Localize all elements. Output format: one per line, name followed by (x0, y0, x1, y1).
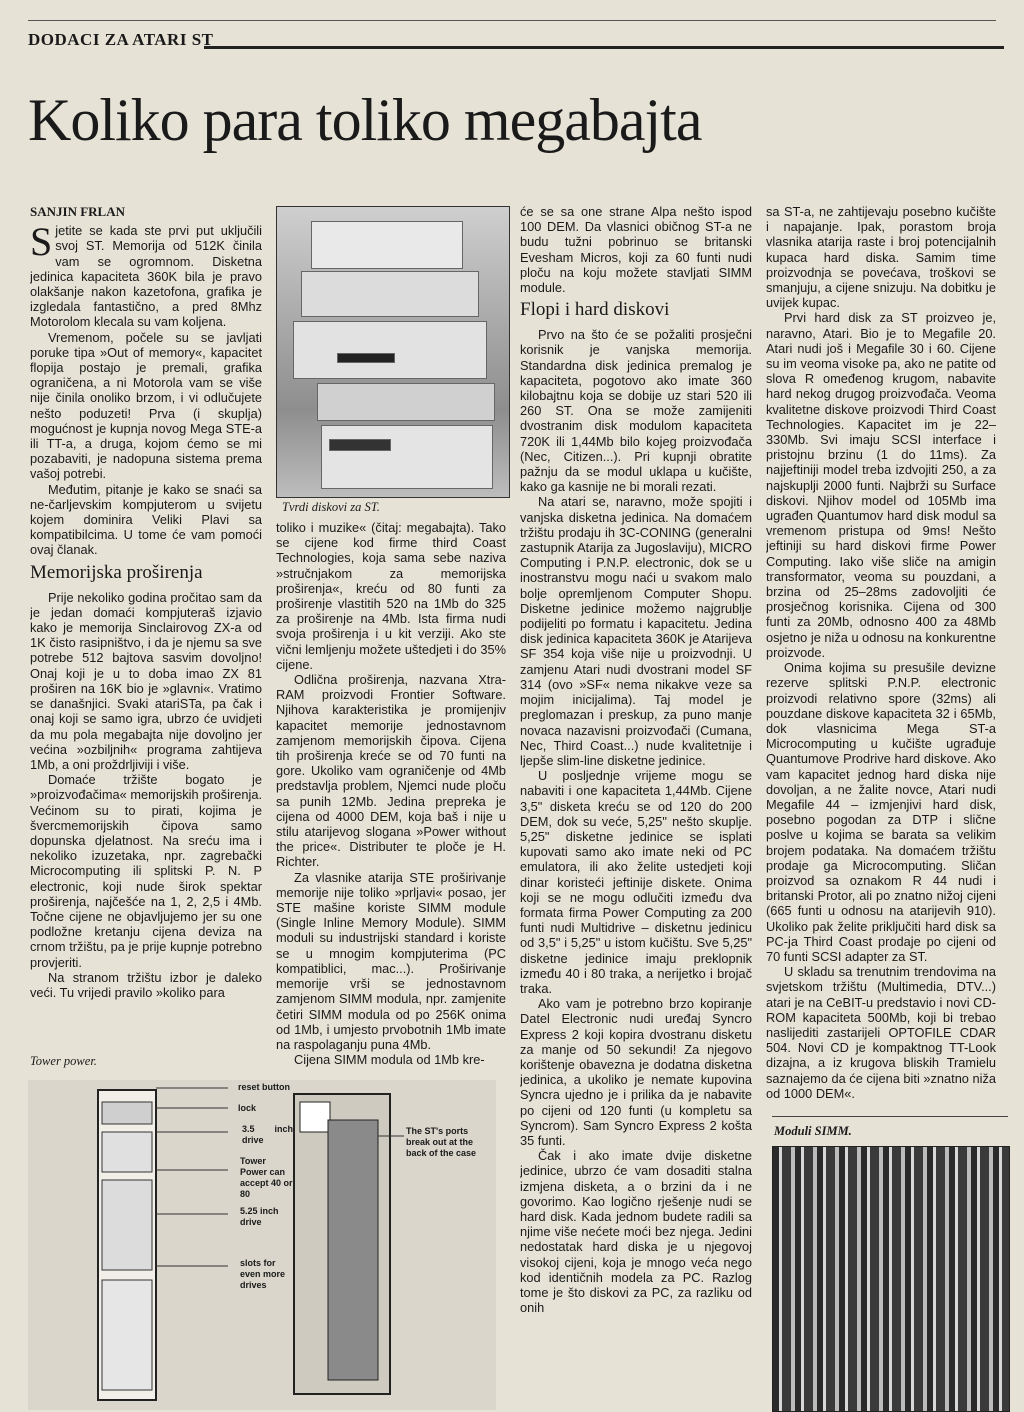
paragraph: U skladu sa trenutnim trendovima na svjetskom tržištu (Multimedia, DTV...) atari je na CeBIT-u predstavio i novi CD-ROM kapaciteta 500Mb, koji bi trebao naslijediti zastarijeli OPTOFILE CDAR 504. Novi CD je kompaktnog TT-Look dizajna, a iz krugova bliskih Tramielu saznajemo da će cijena biti »znatno niža od 1000 DEM«. (766, 964, 996, 1101)
hard-drives-photo (276, 206, 510, 498)
top-rule (28, 20, 996, 21)
article-title: Koliko para toliko megabajta (28, 87, 702, 153)
paragraph: Ako vam je potrebno brzo kopiranje Datel Electronic nudi uređaj Syncro Express 2 koji kopira dvostranu disketu za manje od 50 sekundi! Za njegovo korištenje obavezna je dodatna disketna jedinica, a ukoliko je nemate kupovina Syncra ujedno je i prilika da je nabavite po cijeni od 120 funti (u kompletu sa Syncrom). Sam Syncro Express 2 košta 35 funti. (520, 996, 752, 1148)
simm-caption: Moduli SIMM. (774, 1124, 852, 1138)
paragraph: Prvi hard disk za ST proizveo je, naravno, Atari. Bio je to Megafile 20. Atari nudi još i Megafile 30 i 60. Cijene su im veoma visoke pa, ako ne patite od slova R omeđenog krugom, nabavite hard nekog drugog proizvođača. Veoma kvalitetne diskove proizvodi Third Coast Technologies. Kapacitet im je 22–330Mb. Svi imaju SCSI interface i pristojnu brzinu (1 do 11ms). Za najjeftiniji model treba izdvojiti 250, a za najskuplji 2000 funti. Najbrži su Surface diskovi. Njihov model od 105Mb ima ugrađen Quantumov hard disk modul sa vremenom pristupa od 9ms! Nešto jeftiniji su hard diskovi firme Power Computing. Iako više sliče na amigin transformator, veoma su pouzdani, a brzina od 25–28ms zadovoljiti će prosječnog korisnika. Cijena od 300 funti za 20Mb, odnosno 400 za 48Mb osjetno je niža u odnosu na konkurentne proizvode. (766, 310, 996, 660)
section-rule (204, 46, 1004, 49)
label-drive35: 3.5 inch drive (242, 1124, 294, 1145)
paragraph: Onima kojima su presušile devizne rezerve splitski P.N.P. electronic proizvodi relativno spore (32ms) ali pouzdane diskove kapaciteta 32 i 65Mb, dok vlasnicima Mega ST-a Microcomputing u kučište ugrađuje Quantumove Prodrive hard diskove. Ako vam kapacitet jednog hard diska nije dovoljan, a ne žalite novce, Atari nudi Megafile 44 – izmjenjivi hard disk, posebno pogodan za DTP i slične poslve u kojima se barata sa velikim brojem podataka. Na domaćem tržištu prodaje ga Microcomputing. Sličan proizvod sa oznakom R 44 nudi i britanski Protor, ali po znatno nižoj cijeni (665 funti u odnosu na atarijevih 910). Ukoliko pak želite priključiti hard disk sa PC-ja Third Coast prodaje po cijeni od 70 funti SCSI adapter za ST. (766, 660, 996, 964)
paragraph: će se sa one strane Alpa nešto ispod 100 DEM. Da vlasnici običnog ST-a ne budu tužni pobrinuo se britanski Evesham Micros, koji za 60 funti nudi ploču na koju možete stavljati SIMM module. (520, 204, 752, 296)
tower-caption: Tower power. (30, 1054, 97, 1068)
simm-rule (772, 1116, 1008, 1117)
paragraph: Za vlasnike atarija STE proširivanje memorije nije toliko »prljavi« posao, jer STE mašine koriste SIMM module (Single Inline Memory Module). SIMM moduli su industrijski standard i koriste se u mnogim kompjuterima (PC kompatiblici, mac...). Proširivanje memorije vrši se jednostavnom zamjenom SIMM modula, npr. zamjenite četiri SIMM modula od po 256K onima od 1Mb, i umjesto prvobotnih 1Mb imate na raspolaganju puna 4Mb. (276, 869, 506, 1052)
author-byline: SANJIN FRLAN (30, 204, 125, 219)
simm-modules-photo (772, 1146, 1010, 1412)
column-3 (520, 204, 752, 1410)
paragraph: Cijena SIMM modula od 1Mb kre- (294, 1052, 485, 1068)
label-tower: Tower Power can accept 40 or 80 (240, 1156, 293, 1199)
subheading-memory: Memorijska proširenja (30, 561, 203, 583)
label-slots: slots for even more drives (240, 1258, 286, 1290)
column-2 (276, 520, 506, 1068)
paragraph: sa ST-a, ne zahtijevaju posebno kučište i napajanje. Ipak, porastom broja vlasnika atarija raste i broj potencijalnih kupaca hard diska. Samim time proizvodnja se povećava, troškovi se smanjuju, a cijene snizuju. Na dobitku je uvijek kupac. (766, 204, 996, 311)
paragraph: Međutim, pitanje je kako se snaći sa ne-čarljevskim kompjuterom u svijetu kojem dominira Veliki Plavi sa kompatibilcima. U tome će vam pomoći ovaj članak. (30, 481, 262, 558)
paragraph: Na stranom tržištu izbor je daleko veći. Tu vrijedi pravilo »koliko para (30, 969, 262, 1000)
column-4 (766, 204, 996, 1114)
paragraph: Čak i ako imate dvije disketne jedinice, ubrzo će vam dosaditi stalna izmjena disketa, a o brzini da i ne govorimo. Kao logično rješenje nudi se hard disk. Kada jednom budete radili sa njime više nećete moći bez njega. Jedini nedostatak hard diska je u njegovoj visokoj cijeni, koja je mnogo veća nego kod identičnih modela za PC. Razlog tome je što diskovi za PC, za razliku od onih (520, 1148, 752, 1316)
paragraph: Domaće tržište bogato je »proizvođačima« memorijskih proširenja. Većinom su to pirati, kojima je švercmemorijskih čipova samo dopunska djelatnost. Na sreću ima i nekoliko izuzetaka, npr. zagrebački Microcomputing ili splitski P. N. P electronic, koji nude širok spektar proširenja, najčešće na 1, 2, 2,5 i 4Mb. Točne cijene ne objavljujemo jer su one podložne kretanju cijena deviza na crnom tržištu, pa je prije kupnje potrebno provjeriti. (30, 772, 262, 970)
paragraph: Sjetite se kada ste prvi put uključili svoj ST. Memorija od 512K činila vam se ogromnom. Disketna jedinica kapaciteta 360K bila je pravo olakšanje nakon kazetofona, grafika je izgledala fantastično, a pred 8Mhz Motorolom klecala su vam koljena. (30, 219, 262, 330)
paragraph: toliko i muzike« (čitaj: megabajta). Tako se cijene kod firme third Coast Technologies, koja sama sebe naziva »stručnjakom za memorijska proširenja«, kreću od 80 funti za proširenje vlastitih 520 na 1Mb do 325 za proširenje na 4Mb. Ista firma nudi svoja proširenja i u kit verziji. Ako ste vični lemljenju možete uštedjeti i do 35% cijene. (276, 520, 506, 672)
paragraph: Na atari se, naravno, može spojiti i vanjska disketna jedinica. Na domaćem tržištu prodaju ih 3C-CONING (generalni zastupnik Atarija za Jugoslaviju), MICRO Computing i P.N.P. electronic, dok se u inostranstvu mogu naći u svakom malo bolje opremljenom Computer Shopu. Disketne jedinice možemo najgrublje podijeliti po formatu i kapacitetu. Jedina disk jedinica kapaciteta 360K je Atarijeva SF 354 koja više nije u proizvodnji. U zamjenu Atari nudi dvostrani model SF 314 (ovo »SF« nema nikakve veze sa mojim inicijalima). Taj model je preglomazan i preskup, za puno manje novaca nazavisni proizvođači (Cumana, Nec, Third Coast...) nude kvalitetnije i ljepše slim-line disketne jedinice. (520, 494, 752, 768)
subheading-floppy: Flopi i hard diskovi (520, 299, 670, 321)
paragraph: Odlična proširenja, nazvana Xtra-RAM proizvodi Frontier Software. Njihova karakteristika je promijenjiv kapacitet memorije jednostavnom zamjenom memorijskih čipova. Cijena tih proširenja kreće se od 70 funti na gore. Ukoliko vam ograničenje od 4Mb predstavlja problem, Njemci nude ploču sa punih 12Mb. Jedina prepreka je cijena od 4000 DEM, koja baš i nije u stilu atarijevog slogana »Power without the price«. Distributer te ploče je H. Richter. (276, 672, 506, 870)
label-lock: lock (238, 1103, 257, 1113)
column-1 (30, 204, 262, 1050)
label-ports: The ST's ports break out at the back of the case (406, 1126, 477, 1158)
paragraph: Prije nekoliko godina pročitao sam da je jedan domaći kompjuteraš izjavio kako je memorija Sinclairovog ZX-a od 1K čisto rasipništvo, i da je njemu sa sve potrebe 512 bajtova sasvim dovoljno! Onaj koji je u to doba imao ZX 81 proširen na 16K bio je »glavni«. Vratimo se današnjici. Svaki atariSTa, pa čak i onaj koji se samo igra, ubrzo će uvidjeti da mu pola megabajta nije dovoljno jer većina »ozbiljnih« programa zahtijeva 1Mb, a oni proždrljiviji i više. (30, 589, 262, 772)
paragraph: Vremenom, počele su se javljati poruke tipa »Out of memory«, kapacitet flopija postajo je premali, grafika ograničena, a ni Motorola vam se više nije činila onoliko brzom, i vi odlučujete nešto poduzeti! Prva (i skuplja) mogućnost je kupnja novog Mega STE-a ili TT-a, a druga, kojom ćemo se mi pozabaviti, je nadopuna sistema prema vašoj potrebi. (30, 329, 262, 482)
label-reset: reset button (238, 1082, 291, 1092)
drop-cap: S (30, 219, 53, 265)
paragraph: U posljednje vrijeme mogu se nabaviti i one kapaciteta 1,44Mb. Cijene 3,5" disketa kreću se od 120 do 200 DEM, dok su veće, 5,25" nešto skuplje. 5,25" disketne jedinice se isplati kupovati samo ako imate neki od PC emulatora, ili ako želite ustedjeti koji dinar koristeći jeftinije diskete. Onima koji se ne mogu odlučiti između dva formata firma Power Computing za 200 funti nudi Multidrive – disketnu jedinicu od 3,5" i 5,25" u istom kučištu. Sve 5,25" disketne jedinice imaju preklopnik između 40 i 80 traka, a nerijetko i brojač traka. (520, 768, 752, 996)
tower-power-figure (28, 1080, 496, 1410)
paragraph: Prvo na što će se požaliti prosječni korisnik je vanjska memorija. Standardna disk jedinica premalog je kapaciteta, pogotovo ako imate 360 kilobajtnu koja se dobije uz stari 520 ili 260 ST. Ona se može zamijeniti dvostranim disk modulom kapaciteta 720K ili 1,44Mb bilo kojeg proizvođača (Nec, Citizen...). Pri kupnji obratite pažnju da se modul uklapa u kučište, kako ga kasnije ne bi morali rezati. (520, 327, 752, 495)
section-header: DODACI ZA ATARI ST (28, 30, 214, 49)
label-drive525: 5.25 inch drive (240, 1206, 279, 1227)
photo-caption: Tvrdi diskovi za ST. (282, 500, 380, 514)
